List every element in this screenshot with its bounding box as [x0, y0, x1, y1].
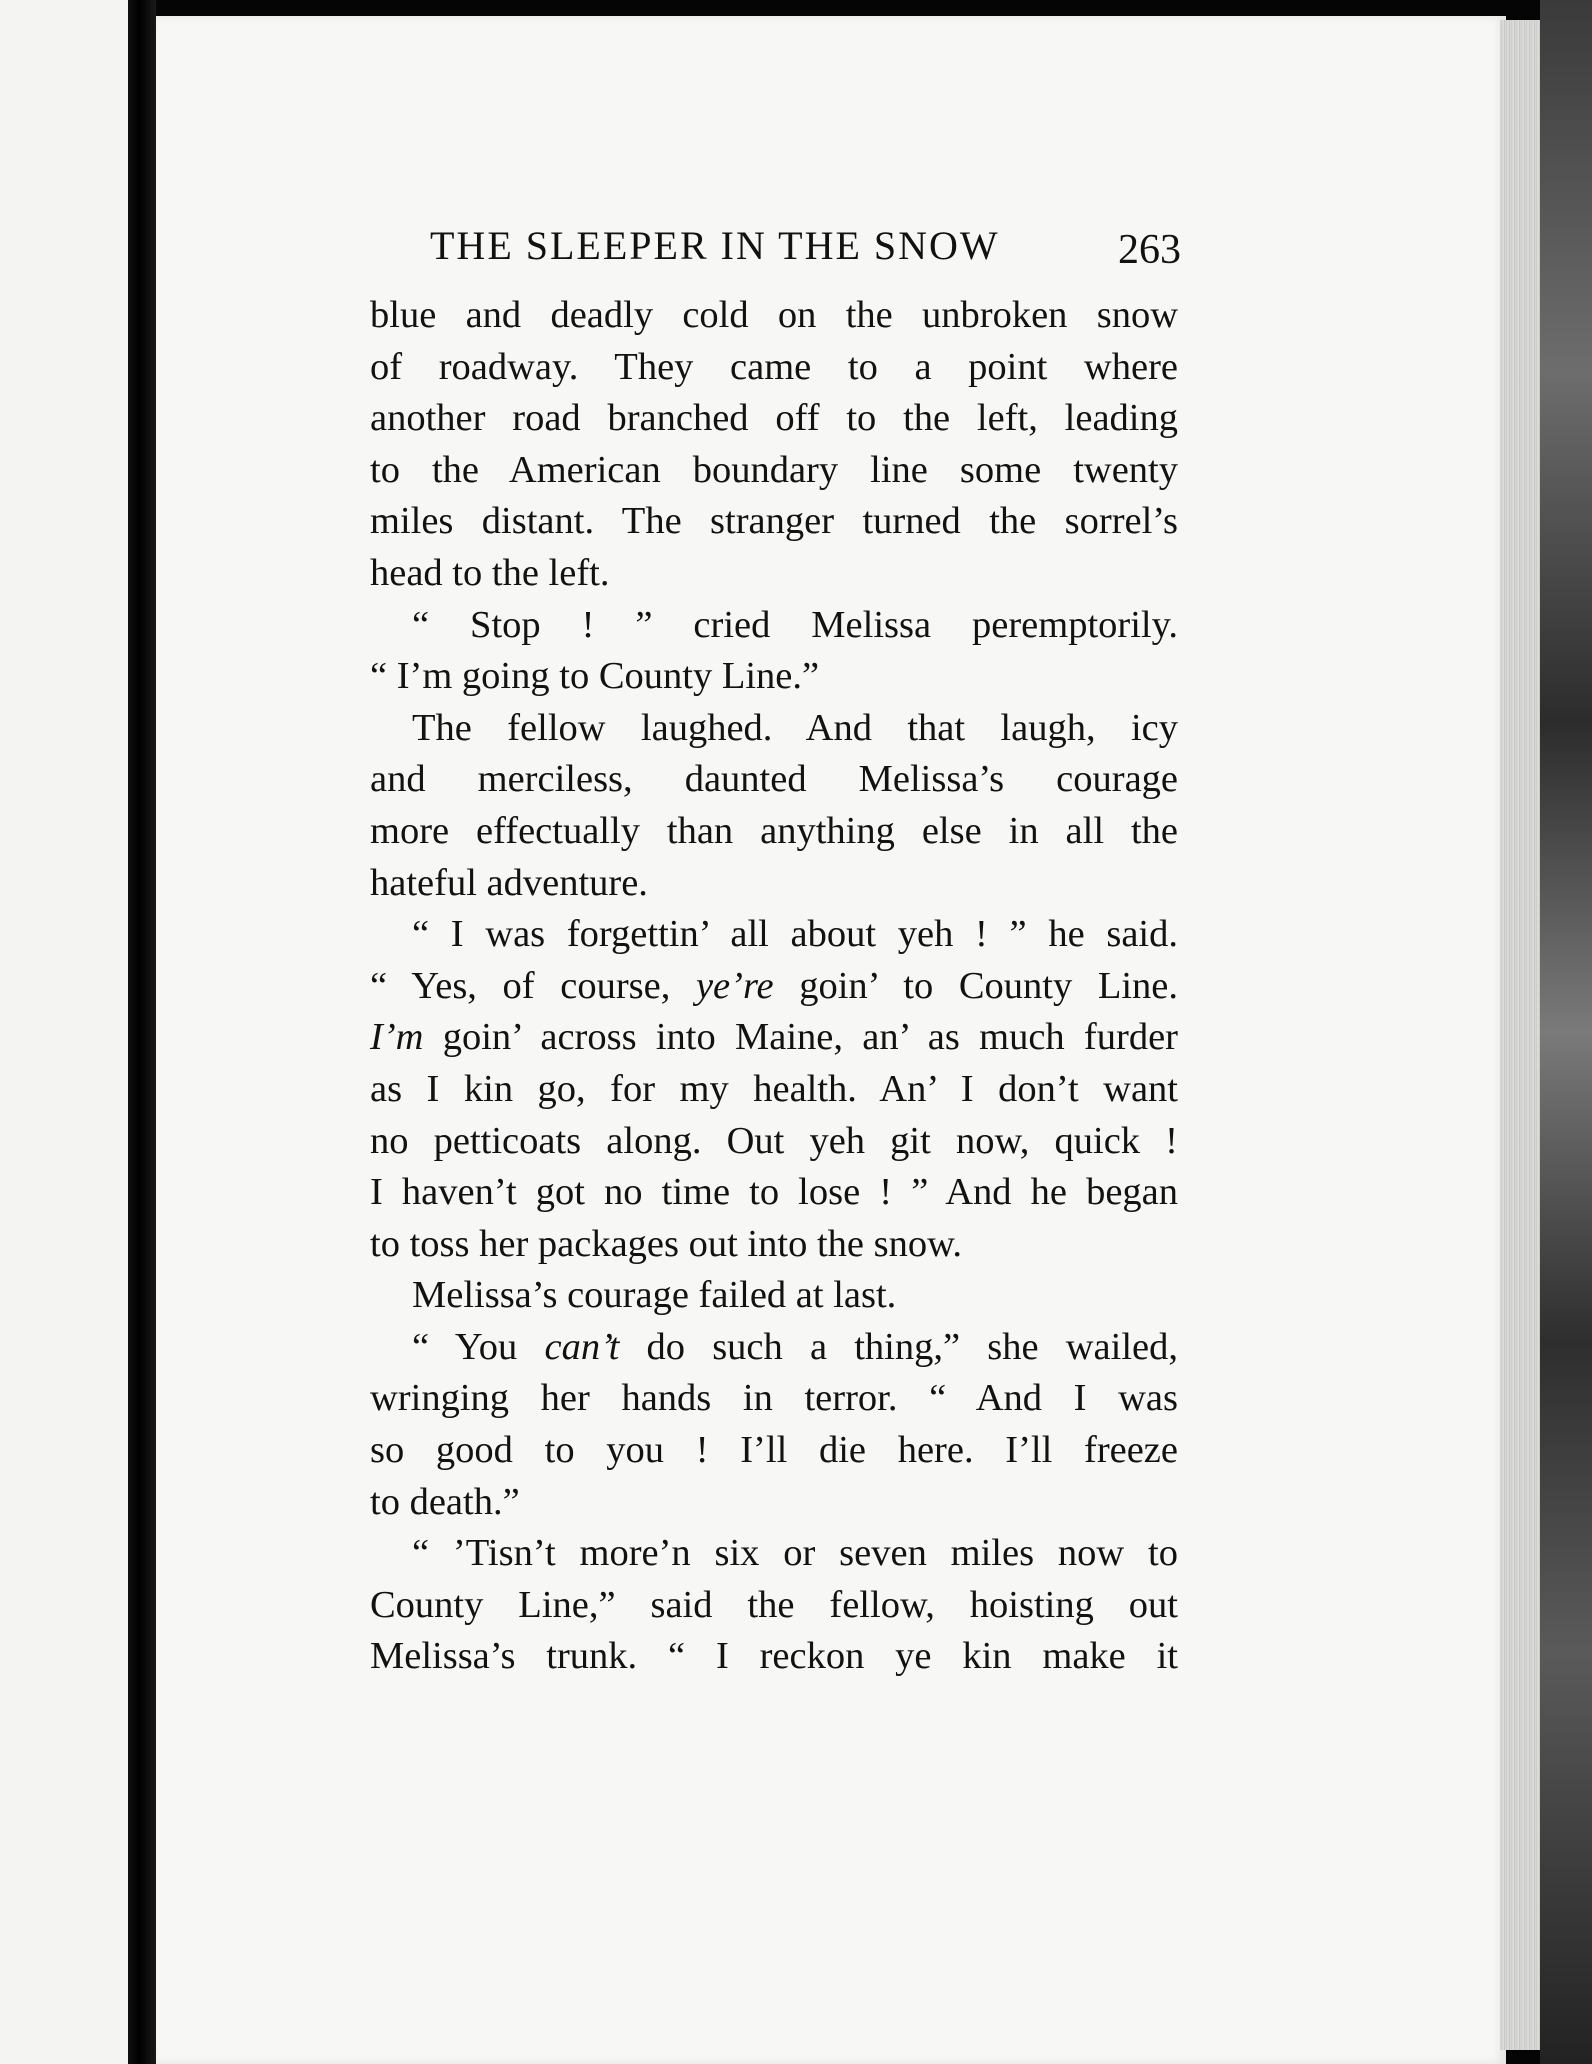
text-segment: “ You	[412, 1325, 545, 1368]
text-line: of roadway. They came to a point where	[370, 345, 1178, 388]
text-line	[370, 1012, 1178, 1064]
text-line: “ Stop ! ” cried Melissa peremptorily.	[412, 603, 1178, 646]
italic-word: ye’re	[695, 964, 774, 1007]
text-line	[370, 1322, 1178, 1374]
italic-word: I’m	[370, 1016, 424, 1059]
body-text	[370, 290, 1178, 1683]
text-line: “ ’Tisn’t more’n six or seven miles now to	[412, 1532, 1178, 1575]
text-line: as I kin go, for my health. An’ I don’t want	[370, 1067, 1178, 1110]
book-gutter	[128, 0, 156, 2064]
text-line: blue and deadly cold on the unbroken snow	[370, 294, 1178, 336]
text-segment: “ Yes, of course,	[370, 964, 696, 1007]
text-line: so good to you ! I’ll die here. I’ll freeze	[370, 1429, 1178, 1472]
italic-word: can’t	[544, 1325, 620, 1368]
text-line: no petticoats along. Out yeh git now, quick !	[370, 1119, 1178, 1162]
text-line: to the American boundary line some twenty	[370, 448, 1178, 491]
text-segment: goin’ across into Maine, an’ as much furder	[423, 1016, 1178, 1059]
text-segment: do such a thing,” she wailed,	[619, 1325, 1179, 1368]
text-line: miles distant. The stranger turned the sorrel’s	[370, 500, 1178, 543]
book-cover-edge	[1540, 0, 1592, 2064]
text-line: more effectually than anything else in all the	[370, 809, 1178, 852]
text-line: “ I’m going to County Line.”	[370, 655, 820, 698]
text-segment: goin’ to County Line.	[773, 964, 1178, 1007]
facing-page-edge	[0, 0, 128, 2064]
page-block-edge	[1500, 20, 1540, 2050]
text-line: to toss her packages out into the snow.	[370, 1222, 963, 1265]
running-head: THE SLEEPER IN THE SNOW	[430, 223, 1000, 268]
text-line: Melissa’s courage failed at last.	[412, 1274, 897, 1317]
text-line: hateful adventure.	[370, 861, 648, 904]
text-line	[370, 961, 1178, 1013]
text-line: “ I was forgettin’ all about yeh ! ” he said.	[412, 913, 1178, 956]
text-line: another road branched off to the left, leading	[370, 397, 1178, 440]
text-line: and merciless, daunted Melissa’s courage	[370, 758, 1178, 801]
text-line: wringing her hands in terror. “ And I was	[370, 1377, 1178, 1420]
page-number: 263	[1118, 227, 1181, 273]
text-line: Melissa’s trunk. “ I reckon ye kin make it	[370, 1635, 1178, 1678]
text-line: to death.”	[370, 1480, 520, 1523]
text-line: The fellow laughed. And that laugh, icy	[412, 706, 1178, 749]
text-line: I haven’t got no time to lose ! ” And he began	[370, 1171, 1178, 1214]
text-line: head to the left.	[370, 551, 610, 594]
text-line: County Line,” said the fellow, hoisting out	[370, 1583, 1178, 1626]
